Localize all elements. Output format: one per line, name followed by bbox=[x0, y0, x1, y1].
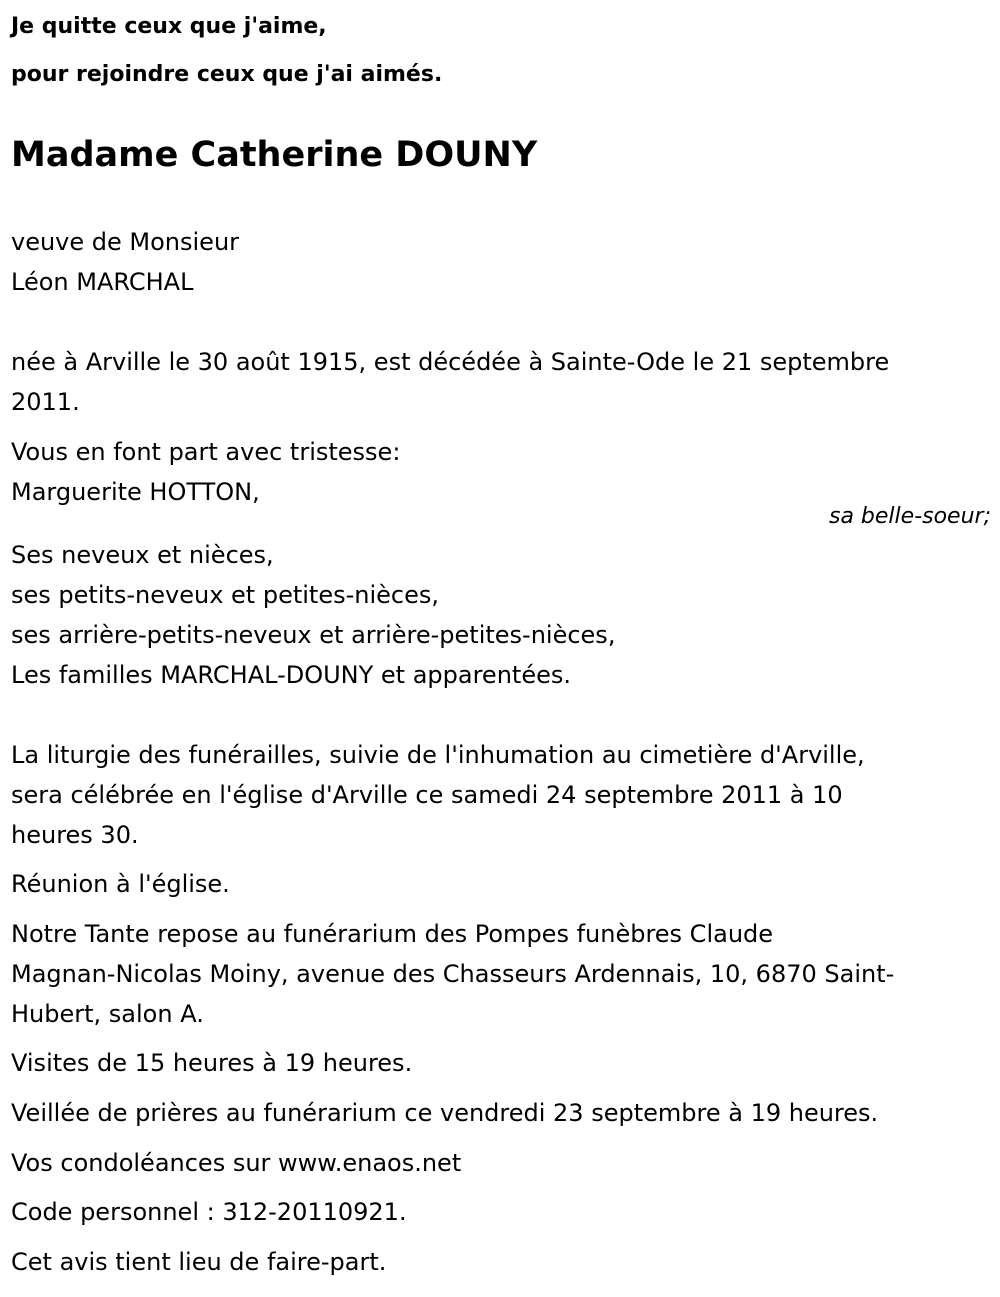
family-line: Ses neveux et nièces, bbox=[11, 541, 274, 569]
notice-line: Cet avis tient lieu de faire-part. bbox=[11, 1248, 387, 1276]
family-member-name: Marguerite HOTTON, bbox=[11, 478, 260, 506]
birth-death-line-1: née à Arville le 30 août 1915, est décédée à Sainte-Ode le 21 septembre bbox=[11, 348, 890, 376]
repose-line: Hubert, salon A. bbox=[11, 1000, 204, 1028]
epigraph-line-2: pour rejoindre ceux que j'ai aimés. bbox=[11, 62, 443, 87]
deceased-name: Madame Catherine DOUNY bbox=[11, 135, 538, 175]
condolences-line: Vos condoléances sur www.enaos.net bbox=[11, 1149, 462, 1177]
repose-line: Notre Tante repose au funérarium des Pompes funèbres Claude bbox=[11, 920, 774, 948]
birth-death-line-2: 2011. bbox=[11, 388, 80, 416]
vigil-line: Veillée de prières au funérarium ce vendredi 23 septembre à 19 heures. bbox=[11, 1099, 879, 1127]
repose-line: Magnan-Nicolas Moiny, avenue des Chasseurs Ardennais, 10, 6870 Saint- bbox=[11, 960, 895, 988]
visits-line: Visites de 15 heures à 19 heures. bbox=[11, 1049, 413, 1077]
epigraph-line-1: Je quitte ceux que j'aime, bbox=[11, 14, 327, 39]
meeting-line: Réunion à l'église. bbox=[11, 870, 230, 898]
family-line: ses arrière-petits-neveux et arrière-petites-nièces, bbox=[11, 621, 616, 649]
family-member-relation: sa belle-soeur; bbox=[829, 504, 991, 529]
liturgy-line: sera célébrée en l'église d'Arville ce samedi 24 septembre 2011 à 10 bbox=[11, 781, 843, 809]
family-line: Les familles MARCHAL-DOUNY et apparentées. bbox=[11, 661, 571, 689]
widow-line-1: veuve de Monsieur bbox=[11, 228, 240, 256]
widow-line-2: Léon MARCHAL bbox=[11, 268, 194, 296]
family-line: ses petits-neveux et petites-nièces, bbox=[11, 581, 440, 609]
family-intro: Vous en font part avec tristesse: bbox=[11, 438, 401, 466]
liturgy-line: heures 30. bbox=[11, 821, 139, 849]
liturgy-line: La liturgie des funérailles, suivie de l'inhumation au cimetière d'Arville, bbox=[11, 741, 865, 769]
personal-code-line: Code personnel : 312-20110921. bbox=[11, 1198, 407, 1226]
